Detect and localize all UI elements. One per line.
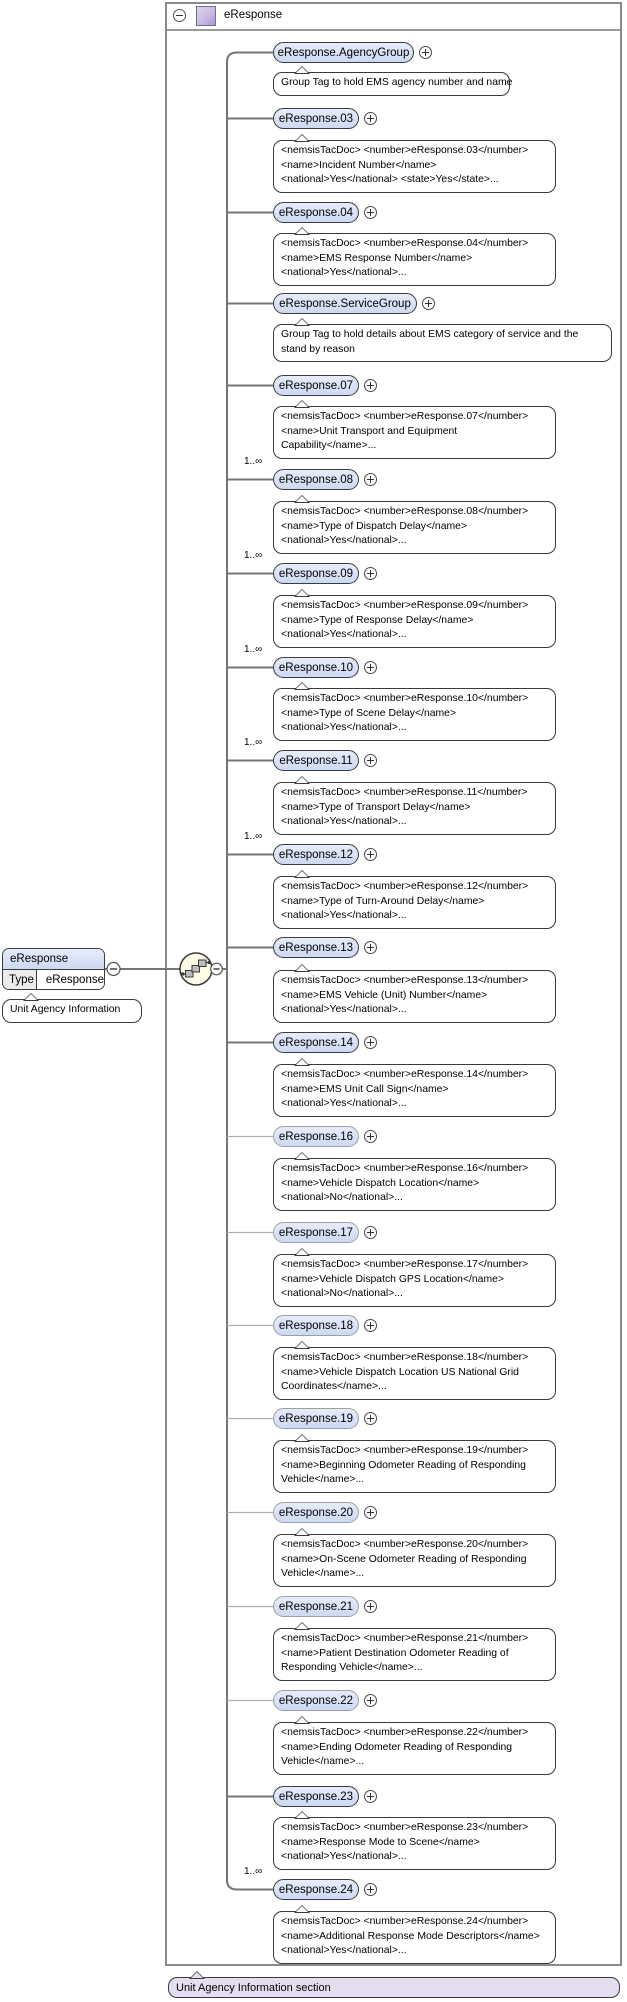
element-pill-eResponse.18[interactable]: eResponse.18 xyxy=(273,1315,359,1336)
element-pill-eResponse.19[interactable]: eResponse.19 xyxy=(273,1408,359,1429)
element-pill-eResponse.13[interactable]: eResponse.13 xyxy=(273,937,359,958)
element-pill-eResponse.22[interactable]: eResponse.22 xyxy=(273,1690,359,1711)
annotation-eResponse.23: <nemsisTacDoc> <number>eResponse.23</number> <name>Response Mode to Scene</name> <national>Yes</national>... xyxy=(273,1817,556,1870)
expand-icon[interactable] xyxy=(364,1226,377,1239)
required-branch-lines xyxy=(227,119,273,1797)
annotation-eResponse.08: <nemsisTacDoc> <number>eResponse.08</number> <name>Type of Dispatch Delay</name> <national>Yes</national>... xyxy=(273,501,556,554)
element-pill-eResponse.20[interactable]: eResponse.20 xyxy=(273,1502,359,1523)
expand-icon[interactable] xyxy=(422,297,435,310)
expand-icon[interactable] xyxy=(364,1130,377,1143)
expand-icon[interactable] xyxy=(364,567,377,580)
element-pill-eResponse.07[interactable]: eResponse.07 xyxy=(273,375,359,396)
element-pill-eResponse.21[interactable]: eResponse.21 xyxy=(273,1596,359,1617)
expand-icon[interactable] xyxy=(364,1790,377,1803)
element-pill-eResponse.09[interactable]: eResponse.09 xyxy=(273,563,359,584)
annotation-eResponse.10: <nemsisTacDoc> <number>eResponse.10</number> <name>Type of Scene Delay</name> <national>Yes</national>... xyxy=(273,688,556,741)
annotation-eResponse.16: <nemsisTacDoc> <number>eResponse.16</number> <name>Vehicle Dispatch Location</name> <national>No</national>... xyxy=(273,1158,556,1211)
annotation-eResponse.22: <nemsisTacDoc> <number>eResponse.22</number> <name>Ending Odometer Reading of Responding Vehicle</name>... xyxy=(273,1722,556,1775)
expand-icon[interactable] xyxy=(364,941,377,954)
annotation-eResponse.20: <nemsisTacDoc> <number>eResponse.20</number> <name>On-Scene Odometer Reading of Responding Vehicle</name>... xyxy=(273,1534,556,1587)
annotation-eResponse.04: <nemsisTacDoc> <number>eResponse.04</number> <name>EMS Response Number</name> <national>Yes</national>... xyxy=(273,233,556,286)
annotation-eResponse.17: <nemsisTacDoc> <number>eResponse.17</number> <name>Vehicle Dispatch GPS Location</name> <national>No</national>... xyxy=(273,1254,556,1307)
expand-icon[interactable] xyxy=(364,1600,377,1613)
section-annotation: Unit Agency Information section xyxy=(168,1977,620,1998)
element-pill-eResponse.03[interactable]: eResponse.03 xyxy=(273,108,359,129)
element-annotation: Unit Agency Information xyxy=(2,999,142,1023)
element-pill-eResponse.24[interactable]: eResponse.24 xyxy=(273,1879,359,1900)
element-pill-eResponse.17[interactable]: eResponse.17 xyxy=(273,1222,359,1243)
annotation-eResponse.18: <nemsisTacDoc> <number>eResponse.18</number> <name>Vehicle Dispatch Location US National Grid Coordinates</name>... xyxy=(273,1347,556,1400)
expand-icon[interactable] xyxy=(364,1694,377,1707)
occurrence-label: 1..∞ xyxy=(244,831,263,842)
annotation-eResponse.19: <nemsisTacDoc> <number>eResponse.19</number> <name>Beginning Odometer Reading of Responding Vehicle</name>... xyxy=(273,1440,556,1493)
type-value: eResponse xyxy=(37,970,104,990)
element-pill-eResponse.ServiceGroup[interactable]: eResponse.ServiceGroup xyxy=(273,293,417,314)
annotation-eResponse.11: <nemsisTacDoc> <number>eResponse.11</number> <name>Type of Transport Delay</name> <national>Yes</national>... xyxy=(273,782,556,835)
annotation-eResponse.21: <nemsisTacDoc> <number>eResponse.21</number> <name>Patient Destination Odometer Reading of Responding Vehicle</name>... xyxy=(273,1628,556,1681)
expand-icon[interactable] xyxy=(364,379,377,392)
annotation-eResponse.03: <nemsisTacDoc> <number>eResponse.03</number> <name>Incident Number</name> <national>Yes</national> <state>Yes</state>... xyxy=(273,140,556,193)
type-label: Type xyxy=(3,970,37,990)
expand-icon[interactable] xyxy=(364,206,377,219)
annotation-eResponse.14: <nemsisTacDoc> <number>eResponse.14</number> <name>EMS Unit Call Sign</name> <national>Yes</national>... xyxy=(273,1064,556,1117)
element-pill-eResponse.11[interactable]: eResponse.11 xyxy=(273,750,359,771)
element-pill-eResponse.AgencyGroup[interactable]: eResponse.AgencyGroup xyxy=(273,42,414,63)
element-pill-eResponse.23[interactable]: eResponse.23 xyxy=(273,1786,359,1807)
expand-icon[interactable] xyxy=(364,1412,377,1425)
collapse-icon[interactable] xyxy=(211,963,223,975)
collapse-icon[interactable] xyxy=(107,963,120,976)
annotation-eResponse.09: <nemsisTacDoc> <number>eResponse.09</number> <name>Type of Response Delay</name> <national>Yes</national>... xyxy=(273,595,556,648)
expand-icon[interactable] xyxy=(364,1506,377,1519)
expand-icon[interactable] xyxy=(364,661,377,674)
occurrence-label: 1..∞ xyxy=(244,456,263,467)
annotation-eResponse.07: <nemsisTacDoc> <number>eResponse.07</number> <name>Unit Transport and Equipment Capability</name>... xyxy=(273,406,556,459)
element-pill-eResponse.10[interactable]: eResponse.10 xyxy=(273,657,359,678)
element-pill-eResponse.16[interactable]: eResponse.16 xyxy=(273,1126,359,1147)
annotation-eResponse.AgencyGroup: Group Tag to hold EMS agency number and name xyxy=(273,72,510,96)
annotation-eResponse.12: <nemsisTacDoc> <number>eResponse.12</number> <name>Type of Turn-Around Delay</name> <national>Yes</national>... xyxy=(273,876,556,929)
sequence-compositor-icon[interactable] xyxy=(180,953,212,985)
occurrence-label: 1..∞ xyxy=(244,644,263,655)
annotation-eResponse.13: <nemsisTacDoc> <number>eResponse.13</number> <name>EMS Vehicle (Unit) Number</name> <national>Yes</national>... xyxy=(273,970,556,1023)
annotation-eResponse.24: <nemsisTacDoc> <number>eResponse.24</number> <name>Additional Response Mode Descriptors</name> <national>Yes</national>... xyxy=(273,1911,556,1964)
expand-icon[interactable] xyxy=(364,754,377,767)
eResponse-element-box[interactable] xyxy=(2,948,105,990)
optional-branch-lines xyxy=(227,1137,273,1701)
expand-icon[interactable] xyxy=(364,1319,377,1332)
expand-icon[interactable] xyxy=(364,1036,377,1049)
section-title: eResponse xyxy=(224,9,283,21)
element-pill-eResponse.08[interactable]: eResponse.08 xyxy=(273,469,359,490)
occurrence-label: 1..∞ xyxy=(244,1866,263,1877)
occurrence-label: 1..∞ xyxy=(244,737,263,748)
expand-icon[interactable] xyxy=(364,112,377,125)
element-pill-eResponse.04[interactable]: eResponse.04 xyxy=(273,202,359,223)
occurrence-label: 1..∞ xyxy=(244,550,263,561)
annotation-eResponse.ServiceGroup: Group Tag to hold details about EMS category of service and the stand by reason xyxy=(273,324,612,362)
expand-icon[interactable] xyxy=(364,848,377,861)
expand-icon[interactable] xyxy=(364,473,377,486)
element-pill-eResponse.14[interactable]: eResponse.14 xyxy=(273,1032,359,1053)
expand-icon[interactable] xyxy=(364,1883,377,1896)
element-pill-eResponse.12[interactable]: eResponse.12 xyxy=(273,844,359,865)
expand-icon[interactable] xyxy=(419,46,432,59)
element-name: eResponse xyxy=(3,949,104,970)
